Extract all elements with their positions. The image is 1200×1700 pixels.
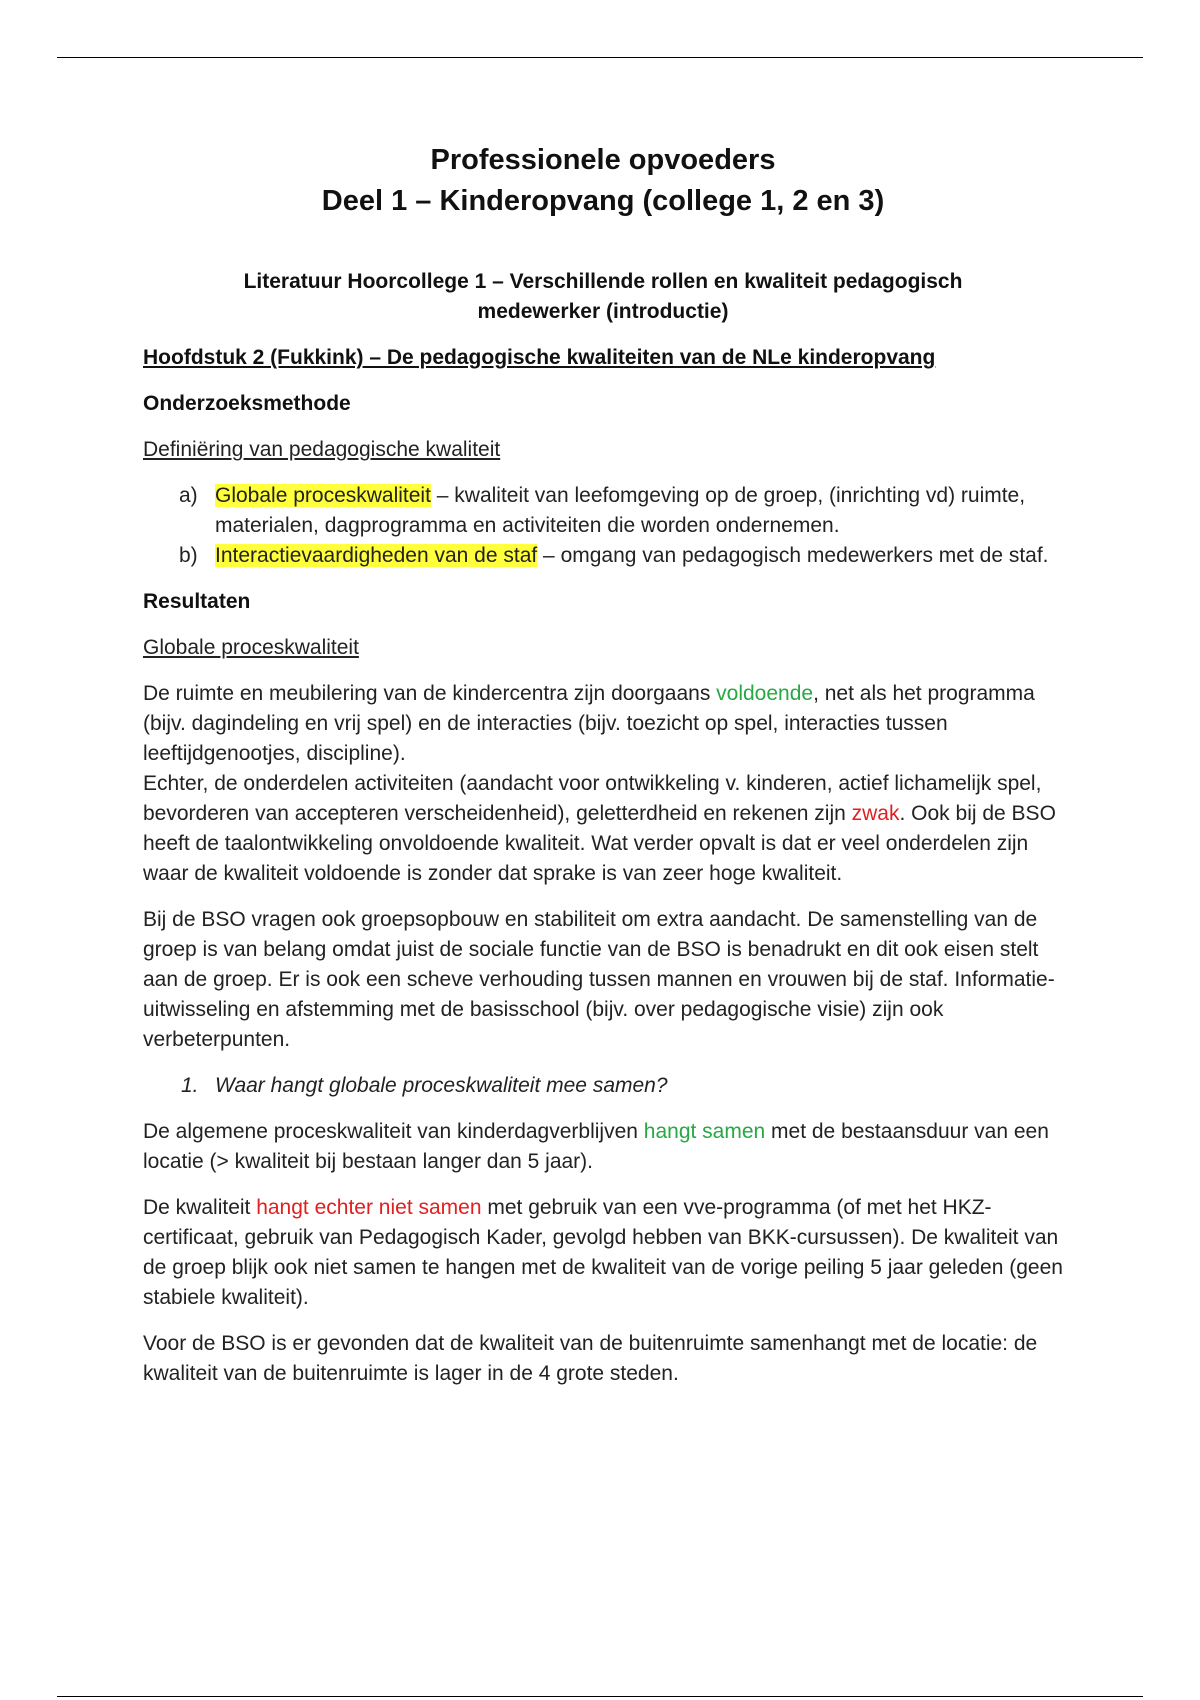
list-marker: b) (179, 544, 198, 567)
list-item (143, 481, 1063, 541)
definition-list (143, 481, 1063, 571)
document-title (143, 140, 1063, 222)
results-paragraph-3 (143, 1117, 1063, 1177)
positive-term: hangt samen (643, 1120, 766, 1143)
question-item (143, 1071, 1063, 1101)
title-line-2: Deel 1 – Kinderopvang (college 1, 2 en 3) (321, 185, 885, 217)
results-paragraph-5: Voor de BSO is er gevonden dat de kwaliteit van de buitenruimte samenhangt met de locatie: de kwaliteit van de buitenruimte is lager in de 4 grote steden. (143, 1332, 1038, 1385)
question-marker: 1. (181, 1074, 199, 1097)
list-item (143, 541, 1063, 571)
negative-term: hangt echter niet samen (256, 1196, 482, 1219)
text-run: met gebruik van een vve-programma (of met het HKZ-certificaat, gebruik van Pedagogisch Kader, gevolgd hebben van BKK-cursussen). De kwaliteit van de groep blijk ook niet samen te hangen met de kwaliteit van de vorige peiling 5 jaar geleden (geen stabiele kwaliteit). (143, 1196, 1063, 1309)
text-run: . Ook bij de BSO heeft de taalontwikkeling onvoldoende kwaliteit. Wat verder opvalt is dat er veel onderdelen zijn waar de kwaliteit voldoende is zonder dat sprake is van zeer hoge kwaliteit. (143, 802, 1056, 885)
bottom-rule (57, 1696, 1143, 1697)
definition-subheading: Definiëring van pedagogische kwaliteit (143, 438, 501, 461)
term-description: – omgang van pedagogisch medewerkers met de staf. (537, 544, 1049, 567)
top-rule (57, 57, 1143, 58)
text-run: De kwaliteit (143, 1196, 257, 1219)
title-line-1: Professionele opvoeders (430, 144, 776, 176)
list-marker: a) (179, 484, 198, 507)
chapter-heading: Hoofdstuk 2 (Fukkink) – De pedagogische kwaliteiten van de NLe kinderopvang (143, 346, 936, 369)
text-run: De algemene proceskwaliteit van kinderdagverblijven (143, 1120, 644, 1143)
positive-term: voldoende (716, 682, 814, 705)
results-paragraph-1 (143, 679, 1063, 889)
literature-heading: Literatuur Hoorcollege 1 – Verschillende rollen en kwaliteit pedagogisch medewerker (introductie) (243, 270, 963, 323)
results-heading: Resultaten (143, 590, 251, 613)
text-run: De ruimte en meubilering van de kindercentra zijn doorgaans (143, 682, 717, 705)
negative-term: zwak (851, 802, 900, 825)
results-paragraph-4 (143, 1193, 1063, 1313)
highlighted-term: Globale proceskwaliteit (215, 484, 431, 507)
method-heading: Onderzoeksmethode (143, 392, 351, 415)
results-paragraph-2: Bij de BSO vragen ook groepsopbouw en stabiliteit om extra aandacht. De samenstelling van de groep is van belang omdat juist de sociale functie van de BSO is benadrukt en dit ook eisen stelt aan de groep. Er is ook een scheve verhouding tussen mannen en vrouwen bij de staf. Informatie-uitwisseling en afstemming met de basisschool (bijv. over pedagogische visie) zijn ook verbeterpunten. (143, 908, 1055, 1051)
question-text: Waar hangt globale proceskwaliteit mee samen? (215, 1074, 668, 1097)
text-run: , net als het programma (bijv. dagindeling en vrij spel) en de interacties (bijv. toezicht op spel, interacties tussen leeftijdgenootjes, discipline). (143, 682, 1035, 765)
document-page (143, 140, 1063, 1389)
text-run: met de bestaansduur van een locatie (> kwaliteit bij bestaan langer dan 5 jaar). (143, 1120, 1049, 1173)
term-description: – kwaliteit van leefomgeving op de groep, (inrichting vd) ruimte, materialen, dagprogramma en activiteiten die worden ondernemen. (215, 484, 1026, 537)
highlighted-term: Interactievaardigheden van de staf (215, 544, 538, 567)
results-subheading: Globale proceskwaliteit (143, 636, 359, 659)
text-run: Echter, de onderdelen activiteiten (aandacht voor ontwikkeling v. kinderen, actief lichamelijk spel, bevorderen van accepteren verscheidenheid), geletterdheid en rekenen zijn (143, 772, 1042, 825)
